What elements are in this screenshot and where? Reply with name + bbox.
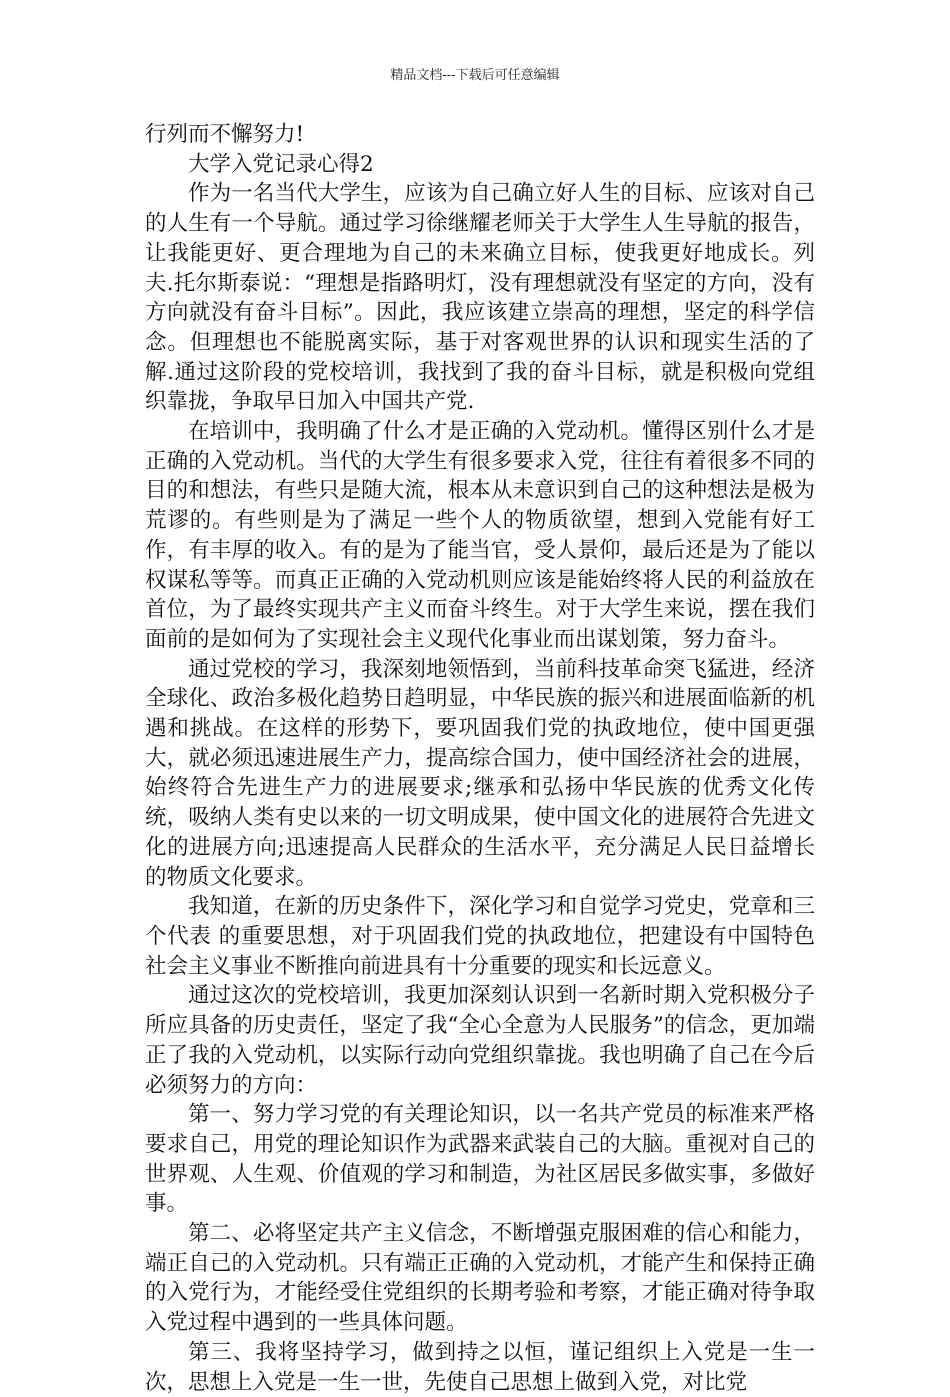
paragraph: 第三、我将坚持学习，做到持之以恒，谨记组织上入党是一生一次，思想上入党是一生一世，先使自己思想上做到入党，对比党 — [145, 1339, 815, 1395]
paragraph: 作为一名当代大学生，应该为自己确立好人生的目标、应该对自己的人生有一个导航。通过学习徐继耀老师关于大学生人生导航的报告，让我能更好、更合理地为自己的未来确立目标，使我更好地成长。列夫.托尔斯泰说：“理想是指路明灯，没有理想就没有坚定的方向，没有方向就没有奋斗目标”。因此，我应该建立崇高的理想，坚定的科学信念。但理想也不能脱离实际，基于对客观世界的认识和现实生活的了解.通过这阶段的党校培训，我找到了我的奋斗目标，就是积极向党组织靠拢，争取早日加入中国共产党. — [145, 181, 815, 415]
paragraph: 我知道，在新的历史条件下，深化学习和自觉学习党史，党章和三个代表 的重要思想，对于巩固我们党的执政地位，把建设有中国特色社会主义事业不断推向前进具有十分重要的现实和长远意义。 — [145, 894, 815, 979]
paragraph: 在培训中，我明确了什么才是正确的入党动机。懂得区别什么才是正确的入党动机。当代的大学生有很多要求入党，往往有着很多不同的目的和想法，有些只是随大流，根本从未意识到自己的这种想法是极为荒谬的。有些则是为了满足一些个人的物质欲望，想到入党能有好工作，有丰厚的收入。有的是为了能当官，受人景仰，最后还是为了能以权谋私等等。而真正正确的入党动机则应该是能始终将人民的利益放在首位，为了最终实现共产主义而奋斗终生。对于大学生来说，摆在我们面前的是如何为了实现社会主义现代化事业而出谋划策，努力奋斗。 — [145, 419, 815, 652]
document-body — [145, 120, 815, 1397]
paragraph: 第二、必将坚定共产主义信念，不断增强克服困难的信心和能力，端正自己的入党动机。只有端正正确的入党动机，才能产生和保持正确的入党行为，才能经受住党组织的长期考验和考察，才能正确对待争取入党过程中遇到的一些具体问题。 — [145, 1221, 815, 1336]
section-title: 大学入党记录心得2 — [188, 151, 374, 177]
paragraph: 通过党校的学习，我深刻地领悟到，当前科技革命突飞猛进，经济全球化、政治多极化趋势日趋明显，中华民族的振兴和进展面临新的机遇和挑战。在这样的形势下，要巩固我们党的执政地位，使中国更强大，就必须迅速进展生产力，提高综合国力，使中国经济社会的进展，始终符合先进生产力的进展要求;继承和弘扬中华民族的优秀文化传统，吸纳人类有史以来的一切文明成果，使中国文化的进展符合先进文化的进展方向;迅速提高人民群众的生活水平，充分满足人民日益增长的物质文化要求。 — [145, 656, 815, 890]
paragraph: 通过这次的党校培训，我更加深刻认识到一名新时期入党积极分子所应具备的历史责任，坚定了我“全心全意为人民服务”的信念，更加端正了我的入党动机，以实际行动向党组织靠拢。我也明确了自己在今后必须努力的方向： — [145, 983, 815, 1098]
paragraph: 第一、努力学习党的有关理论知识，以一名共产党员的标准来严格要求自己，用党的理论知识作为武器来武装自己的大脑。重视对自己的世界观、人生观、价值观的学习和制造，为社区居民多做实事，多做好事。 — [145, 1102, 815, 1217]
paragraph-continuation: 行列而不懈努力! — [145, 122, 305, 147]
page-header: 精品文档---下载后可任意编辑 — [390, 68, 560, 83]
